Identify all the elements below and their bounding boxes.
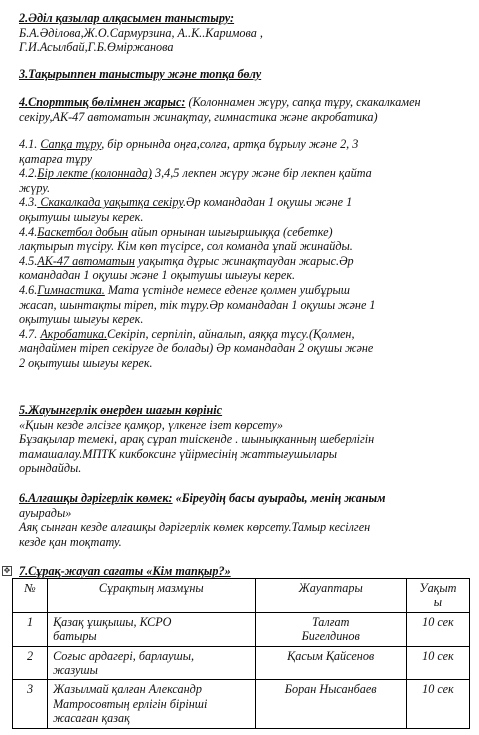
item-title: Сапқа тұру — [40, 137, 102, 151]
question-line-2: жазушы — [53, 663, 98, 678]
item-text: Мата үстінде немесе еденге қолмен ушбұрыш — [104, 282, 350, 297]
item-number: 4.4. — [19, 224, 38, 239]
row-time: 10 сек — [406, 612, 469, 646]
section-2-heading: 2.Әділ қазылар алқасымен таныстыру: — [19, 11, 235, 25]
item-text-line-2: оқытушы шығуы керек. — [19, 209, 144, 224]
col-answer-header: Жауаптары — [255, 579, 406, 613]
section-3-heading: 3.Тақырыппен таныстыру және топқа бөлу — [19, 67, 262, 81]
section-6-line-2: кезде қан тоқтату. — [19, 534, 122, 549]
question-line-2: батыры — [53, 629, 97, 644]
item-title: Баскетбол добын — [37, 224, 129, 239]
section-5-heading: 5.Жауынгерлік өнерден шағын көрініс — [19, 403, 223, 417]
move-handle-icon[interactable]: ✥ — [3, 566, 11, 575]
table-row — [13, 612, 470, 646]
list-item — [19, 195, 471, 224]
section-4-intro — [19, 95, 471, 110]
table-row — [13, 680, 470, 728]
section-4-items — [19, 137, 471, 371]
item-number: 4.1. — [19, 137, 41, 151]
section-6 — [19, 491, 471, 549]
item-text: .Әр командадан 1 оқушы және 1 — [182, 195, 353, 210]
section-5-line-3: орындайды. — [19, 461, 82, 476]
section-2 — [19, 11, 471, 55]
item-text: 3,4,5 лекпен жүру және бір лекпен қайта — [151, 166, 372, 181]
row-number: 3 — [13, 680, 48, 728]
section-6-quote-line-2: ауырады» — [19, 505, 72, 520]
list-item — [19, 166, 471, 195]
item-text: уақытқа дұрыс жинақтаудан жарыс.Әр — [134, 253, 354, 268]
section-4-heading: 4.Спорттық бөлімнен жарыс: — [19, 95, 186, 109]
section-3 — [19, 67, 471, 82]
list-item — [19, 225, 471, 254]
section-6-quote: «Біреудің басы ауырады, менің жаным — [172, 491, 386, 505]
judges-line-2: Г.И.Асылбай,Г.Б.Өміржанова — [19, 40, 174, 55]
section-4-intro-rest: (Колоннамен жүру, сапқа тұру, скакалкамен — [185, 95, 421, 109]
list-item — [19, 254, 471, 283]
item-number: 4.7. — [19, 326, 41, 341]
table-header-row — [13, 579, 470, 613]
col-time-header-line-2: ы — [433, 595, 443, 610]
judges-line-1: Б.А.Әділова,Ж.О.Сармурзина, А..К..Каримова , — [19, 25, 263, 40]
item-text: Секіріп, серпіліп, айналып, аяққа тұсу.(Қолмен, — [107, 326, 355, 341]
row-answer — [255, 612, 406, 646]
row-question — [48, 680, 255, 728]
answer-line-2: Бигелдинов — [301, 629, 360, 644]
list-item — [19, 283, 471, 327]
row-answer — [255, 646, 406, 680]
item-text: , бір орнында оңға,солға, артқа бұрылу және 2, 3 — [101, 137, 359, 151]
section-7-heading: 7.Сұрақ-жауап сағаты «Кім тапқыр?» — [19, 564, 231, 578]
col-question-header: Сұрақтың мазмұны — [48, 579, 255, 613]
section-4 — [19, 95, 471, 124]
section-6-line-1: Аяқ сынған кезде алғашқы дәрігерлік көмек көрсету.Тамыр кесілген — [19, 520, 371, 535]
item-text-line-2: лақтырып түсіру. Кім көп түсірсе, сол команда ұпай жинайды. — [19, 239, 353, 254]
item-text-line-2: маңдаймен тіреп секіруге де болады) Әр командадан 2 оқушы және — [19, 341, 374, 356]
item-number: 4.6. — [19, 282, 38, 297]
item-title: АК-47 автоматын — [37, 253, 135, 268]
item-text-line-2: жасап, шынтақты тіреп, тік тұру.Әр командадан 1 оқушы және 1 — [19, 297, 376, 312]
item-title: Акробатика. — [40, 326, 108, 341]
item-text: айып орнынан шығыршыққа (себетке) — [128, 224, 333, 239]
section-6-heading: 6.Алғашқы дәрігерлік көмек: — [19, 491, 173, 505]
col-number-header: № — [13, 579, 48, 613]
question-line-3: жасаған қазақ — [53, 711, 130, 726]
question-line-1: Жазылмай қалған Александр — [53, 682, 202, 697]
item-title: Скакалкада уақытқа секіру — [37, 195, 183, 210]
item-title: Бір лекте (колоннада) — [37, 166, 152, 181]
item-title: Гимнастика. — [37, 282, 105, 297]
item-text-line-2: қатарға тұру — [19, 151, 93, 166]
row-time: 10 сек — [406, 680, 469, 728]
row-answer — [255, 680, 406, 728]
col-time-header — [406, 579, 469, 613]
item-text-line-3: оқытушы шығуы керек. — [19, 312, 144, 327]
item-text-line-2: командадан 1 оқушы және 1 оқытушы шығуы керек. — [19, 268, 296, 283]
section-5-line-2: тамашалау.МПТК кикбоксинг үйірмесінің жаттығушылары — [19, 446, 338, 461]
answer-line-1: Қасым Қайсенов — [287, 648, 375, 663]
answer-line-1: Талғат — [311, 614, 350, 629]
section-5 — [19, 403, 471, 476]
section-7 — [19, 564, 471, 579]
row-question — [48, 612, 255, 646]
section-5-line-1: Бұзақылар темекі, арақ сұрап тиіскенде . шынықканның шеберлігін — [19, 432, 375, 447]
item-text-line-2: жүру. — [19, 180, 51, 195]
row-number: 2 — [13, 646, 48, 680]
section-6-title-line — [19, 491, 471, 506]
question-line-1: Қазақ ұшқышы, КСРО — [53, 614, 172, 629]
quiz-table — [12, 578, 470, 729]
row-question — [48, 646, 255, 680]
section-4-intro-line-2: секіру,АК-47 автоматын жинақтау, гимнастика және акробатика) — [19, 109, 378, 124]
table-row — [13, 646, 470, 680]
item-number: 4.5. — [19, 253, 38, 268]
question-line-2: Матросовтың ерлігін бірінші — [53, 696, 208, 711]
item-text-line-3: 2 оқытушы шығуы керек. — [19, 355, 153, 370]
row-time: 10 сек — [406, 646, 469, 680]
answer-line-1: Боран Нысанбаев — [284, 682, 377, 697]
list-item — [19, 327, 471, 371]
row-number: 1 — [13, 612, 48, 646]
question-line-1: Соғыс ардагері, барлаушы, — [53, 648, 195, 663]
section-5-quote: «Қиын кезде әлсізге қамқор, үлкенге ізет көрсету» — [19, 417, 283, 432]
item-number: 4.3. — [19, 195, 38, 210]
col-time-header-line-1: Уақыт — [419, 581, 457, 595]
list-item — [19, 137, 471, 166]
item-number: 4.2. — [19, 166, 38, 181]
